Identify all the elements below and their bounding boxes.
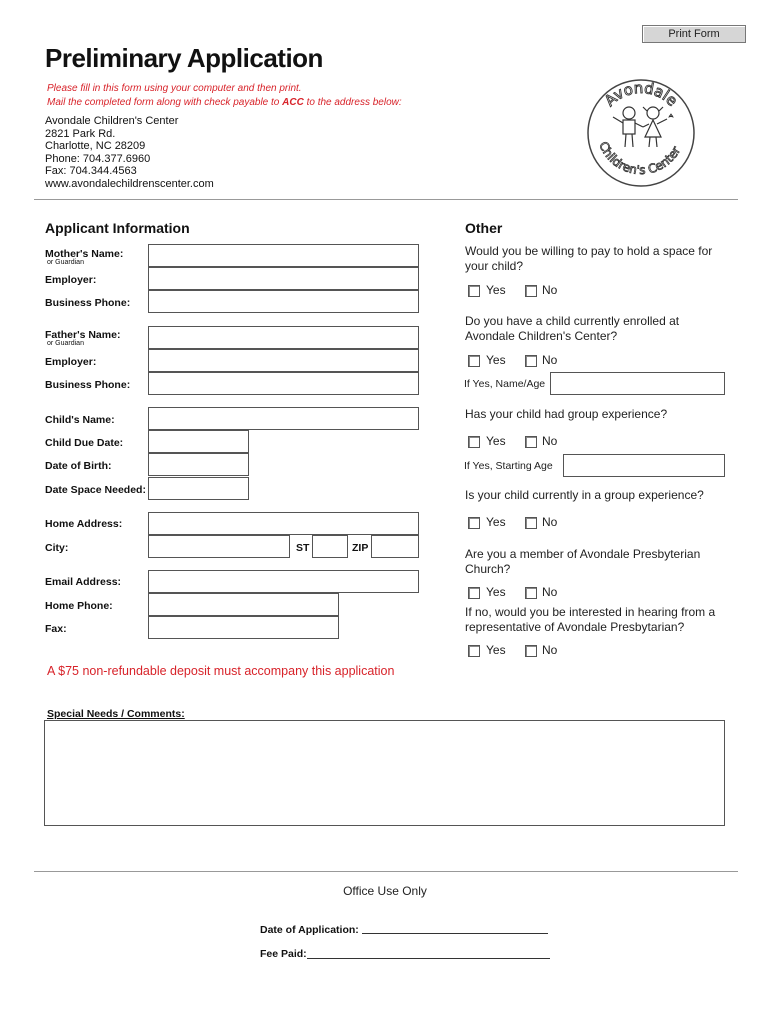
home-phone-label: Home Phone: — [45, 600, 113, 612]
no-label: No — [542, 643, 558, 657]
childs-name-label: Child's Name: — [45, 414, 115, 426]
childs-name-field[interactable] — [148, 407, 419, 430]
instructions-text-end: to the address below: — [303, 97, 402, 108]
address-city: Charlotte, NC 28209 — [45, 140, 146, 152]
yes-label: Yes — [486, 353, 506, 367]
address-block — [45, 115, 214, 190]
fax-label: Fax: — [45, 623, 67, 635]
current-group-yes-checkbox[interactable] — [468, 517, 480, 529]
address-fax: Fax: 704.344.4563 — [45, 165, 137, 177]
special-needs-textarea[interactable] — [44, 720, 725, 826]
name-age-label: If Yes, Name/Age — [464, 378, 546, 390]
hold-space-no-checkbox[interactable] — [525, 285, 537, 297]
yes-label: Yes — [486, 434, 506, 448]
email-field[interactable] — [148, 570, 419, 593]
fee-paid-line[interactable] — [307, 958, 550, 959]
starting-age-field[interactable] — [563, 454, 725, 477]
instructions-line-1: Please fill in this form using your computer and then print. — [47, 83, 302, 94]
child-due-date-label: Child Due Date: — [45, 437, 124, 449]
instructions-text: Mail the completed form along with check payable to — [47, 97, 283, 108]
address-name: Avondale Children's Center — [45, 115, 179, 127]
address-phone: Phone: 704.377.6960 — [45, 152, 151, 165]
date-of-birth-field[interactable] — [148, 453, 249, 476]
date-of-birth-label: Date of Birth: — [45, 460, 112, 472]
address-street: 2821 Park Rd. — [45, 127, 116, 140]
mothers-name-label: Mother's Name: — [45, 248, 124, 260]
fathers-business-phone-field[interactable] — [148, 372, 419, 395]
logo-top-text: Avondale — [600, 78, 682, 110]
representative-yes-checkbox[interactable] — [468, 645, 480, 657]
home-phone-field[interactable] — [148, 593, 339, 616]
section-divider-bottom — [34, 871, 738, 872]
mothers-employer-field[interactable] — [148, 267, 419, 290]
business-phone-label: Business Phone: — [45, 379, 131, 391]
home-address-label: Home Address: — [45, 518, 123, 530]
no-label: No — [542, 515, 558, 529]
other-heading: Other — [465, 220, 503, 236]
office-use-heading: Office Use Only — [343, 884, 427, 898]
zip-label: ZIP — [352, 542, 369, 554]
name-age-field[interactable] — [550, 372, 725, 395]
deposit-note: A $75 non-refundable deposit must accompany this application — [47, 664, 395, 678]
date-space-needed-field[interactable] — [148, 477, 249, 500]
question-current-group: Is your child currently in a group experience? — [465, 488, 704, 502]
business-phone-label: Business Phone: — [45, 297, 131, 309]
yes-label: Yes — [486, 515, 506, 529]
hold-space-yes-checkbox[interactable] — [468, 285, 480, 297]
instructions-acc: ACC — [282, 97, 304, 108]
no-label: No — [542, 283, 558, 297]
question-church-member: Are you a member of Avondale Presbyterian Church? — [465, 547, 701, 576]
no-label: No — [542, 353, 558, 367]
svg-text:Avondale — [601, 79, 681, 110]
state-label: ST — [296, 542, 310, 554]
page-title: Preliminary Application — [45, 43, 323, 73]
zip-field[interactable] — [371, 535, 419, 558]
fax-field[interactable] — [148, 616, 339, 639]
question-representative: If no, would you be interested in hearing from a representative of Avondale Presbytarian? — [465, 605, 716, 634]
state-field[interactable] — [312, 535, 348, 558]
print-form-button[interactable]: Print Form — [642, 25, 746, 43]
home-address-field[interactable] — [148, 512, 419, 535]
fee-paid-label: Fee Paid: — [260, 948, 307, 960]
group-experience-yes-checkbox[interactable] — [468, 436, 480, 448]
yes-label: Yes — [486, 283, 506, 297]
church-member-yes-checkbox[interactable] — [468, 587, 480, 599]
question-child-enrolled: Do you have a child currently enrolled at Avondale Children's Center? — [465, 314, 680, 343]
church-member-no-checkbox[interactable] — [525, 587, 537, 599]
starting-age-label: If Yes, Starting Age — [464, 460, 553, 472]
date-of-application-line[interactable] — [362, 933, 548, 934]
date-of-application-label: Date of Application: — [260, 924, 359, 936]
question-group-experience: Has your child had group experience? — [465, 407, 668, 421]
fathers-name-field[interactable] — [148, 326, 419, 349]
or-guardian-label: or Guardian — [47, 259, 84, 266]
yes-label: Yes — [486, 643, 506, 657]
yes-label: Yes — [486, 585, 506, 599]
logo-bottom-text: Children's Center — [596, 139, 684, 178]
child-due-date-field[interactable] — [148, 430, 249, 453]
representative-no-checkbox[interactable] — [525, 645, 537, 657]
city-field[interactable] — [148, 535, 290, 558]
no-label: No — [542, 434, 558, 448]
employer-label: Employer: — [45, 274, 97, 286]
address-web: www.avondalechildrenscenter.com — [45, 177, 214, 190]
children-drawing-icon — [585, 77, 697, 189]
special-needs-label: Special Needs / Comments: — [47, 708, 185, 720]
current-group-no-checkbox[interactable] — [525, 517, 537, 529]
avondale-logo — [585, 77, 697, 189]
fathers-employer-field[interactable] — [148, 349, 419, 372]
city-label: City: — [45, 542, 69, 554]
employer-label: Employer: — [45, 356, 97, 368]
date-space-needed-label: Date Space Needed: — [45, 484, 146, 496]
no-label: No — [542, 585, 558, 599]
mothers-name-field[interactable] — [148, 244, 419, 267]
enrolled-no-checkbox[interactable] — [525, 355, 537, 367]
instructions-line-2 — [47, 97, 402, 108]
mothers-business-phone-field[interactable] — [148, 290, 419, 313]
section-divider-top — [34, 199, 738, 200]
or-guardian-label: or Guardian — [47, 340, 84, 347]
group-experience-no-checkbox[interactable] — [525, 436, 537, 448]
email-label: Email Address: — [45, 576, 122, 588]
fathers-name-label: Father's Name: — [45, 329, 121, 341]
applicant-info-heading: Applicant Information — [45, 220, 190, 236]
enrolled-yes-checkbox[interactable] — [468, 355, 480, 367]
question-hold-space: Would you be willing to pay to hold a space for your child? — [465, 244, 713, 273]
svg-text:Children's Center — [596, 140, 683, 178]
